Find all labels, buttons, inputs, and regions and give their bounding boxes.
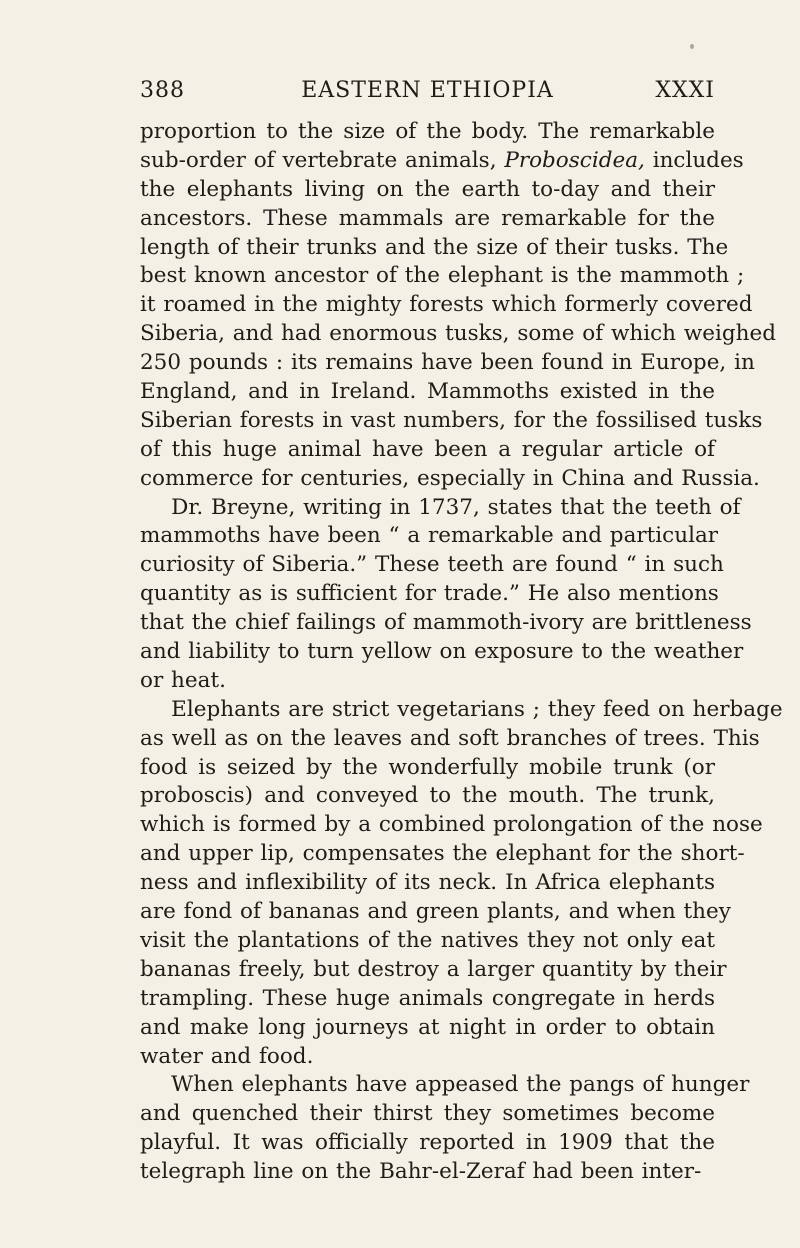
text-line xyxy=(140,436,715,465)
text-line xyxy=(140,407,763,436)
text-segment: ancestors. These mammals are remarkable for the xyxy=(140,205,715,231)
text-segment: which is formed by a combined prolongation of the nose xyxy=(140,812,763,838)
text-segment: of this huge animal have been a regular article of xyxy=(140,436,715,462)
text-line xyxy=(140,638,744,667)
text-segment: proboscis) and conveyed to the mouth. The trunk, xyxy=(140,783,715,809)
text-segment: proportion to the size of the body. The remarkable xyxy=(140,119,715,144)
text-line xyxy=(140,1071,750,1100)
text-line xyxy=(140,291,753,320)
text-segment: length of their trunks and the size of their tusks. The xyxy=(140,234,729,260)
text-segment: Siberian forests in vast numbers, for the fossilised tusks xyxy=(140,407,763,433)
text-line xyxy=(140,320,776,349)
text-line xyxy=(140,782,715,811)
text-segment: quantity as is sufficient for trade.” He also mentions xyxy=(140,581,719,607)
text-line xyxy=(140,349,755,378)
text-segment: mammoths have been “ a remarkable and particular xyxy=(140,523,719,549)
text-line xyxy=(140,667,715,696)
text-segment: food is seized by the wonderfully mobile trunk (or xyxy=(140,754,715,780)
text-segment: curiosity of Siberia.” These teeth are found “ in such xyxy=(140,552,724,578)
text-line xyxy=(140,696,783,725)
text-line xyxy=(140,1158,715,1187)
italic-term: Proboscidea, xyxy=(504,147,645,173)
text-line xyxy=(140,522,719,551)
text-segment: and liability to turn yellow on exposure to the weather xyxy=(140,639,744,665)
text-line xyxy=(140,234,729,263)
chapter-number: XXXI xyxy=(655,78,715,103)
text-segment: visit the plantations of the natives they not only eat xyxy=(140,927,715,953)
text-segment: are fond of bananas and green plants, and when they xyxy=(140,899,731,925)
text-line xyxy=(140,840,745,869)
text-line xyxy=(140,1129,715,1158)
text-line xyxy=(140,494,741,523)
text-line xyxy=(140,927,715,956)
text-segment: and make long journeys at night in order to obtain xyxy=(140,1014,715,1040)
text-line xyxy=(140,262,745,291)
text-line xyxy=(140,1100,715,1129)
text-line xyxy=(140,205,715,234)
text-line xyxy=(140,898,731,927)
text-line xyxy=(140,1043,715,1072)
text-line xyxy=(140,378,715,407)
text-segment: England, and in Ireland. Mammoths existed in the xyxy=(140,379,715,405)
text-segment: trampling. These huge animals congregate in herds xyxy=(140,985,715,1011)
running-title: EASTERN ETHIOPIA xyxy=(301,78,554,103)
text-segment: that the chief failings of mammoth-ivory are brittleness xyxy=(140,610,752,636)
text-segment: the elephants living on the earth to-day and their xyxy=(140,176,715,202)
text-line xyxy=(140,609,752,638)
text-line xyxy=(140,580,719,609)
text-line xyxy=(140,811,763,840)
text-segment: bananas freely, but destroy a larger quantity by their xyxy=(140,956,727,982)
text-line xyxy=(140,118,715,147)
text-line xyxy=(140,985,715,1014)
text-line xyxy=(140,1014,715,1043)
text-line xyxy=(140,551,724,580)
text-segment: commerce for centuries, especially in China and Russia. xyxy=(140,465,760,491)
text-line xyxy=(140,147,744,176)
text-segment: playful. It was officially reported in 1909 that the xyxy=(140,1130,715,1156)
text-segment: 250 pounds : its remains have been found in Europe, in xyxy=(140,350,755,376)
text-line xyxy=(140,956,727,985)
text-segment: Siberia, and had enormous tusks, some of which weighed xyxy=(140,321,776,347)
text-segment: and quenched their thirst they sometimes become xyxy=(140,1101,715,1127)
text-segment: When elephants have appeased the pangs of hunger xyxy=(171,1072,750,1098)
text-segment: Elephants are strict vegetarians ; they feed on herbage xyxy=(171,696,783,722)
text-segment: Dr. Breyne, writing in 1737, states that the teeth of xyxy=(171,494,741,520)
text-line xyxy=(140,725,760,754)
text-line xyxy=(140,754,715,783)
running-header xyxy=(140,78,715,110)
text-line xyxy=(140,869,715,898)
text-segment: telegraph line on the Bahr-el-Zeraf had been inter- xyxy=(140,1159,702,1185)
body-text xyxy=(140,118,783,1187)
text-segment: it roamed in the mighty forests which formerly covered xyxy=(140,292,753,318)
text-segment: best known ancestor of the elephant is the mammoth ; xyxy=(140,263,745,289)
text-segment: and upper lip, compensates the elephant for the short- xyxy=(140,841,745,867)
page-number: 388 xyxy=(140,78,185,103)
text-segment: ness and inflexibility of its neck. In Africa elephants xyxy=(140,870,715,896)
text-segment: as well as on the leaves and soft branches of trees. This xyxy=(140,725,760,751)
text-segment: or heat. xyxy=(140,667,226,693)
text-segment: water and food. xyxy=(140,1043,314,1069)
print-speck xyxy=(690,44,694,49)
text-segment: sub-order of vertebrate animals, xyxy=(140,147,505,173)
text-segment: includes xyxy=(644,147,744,173)
text-line xyxy=(140,465,760,494)
text-line xyxy=(140,176,715,205)
